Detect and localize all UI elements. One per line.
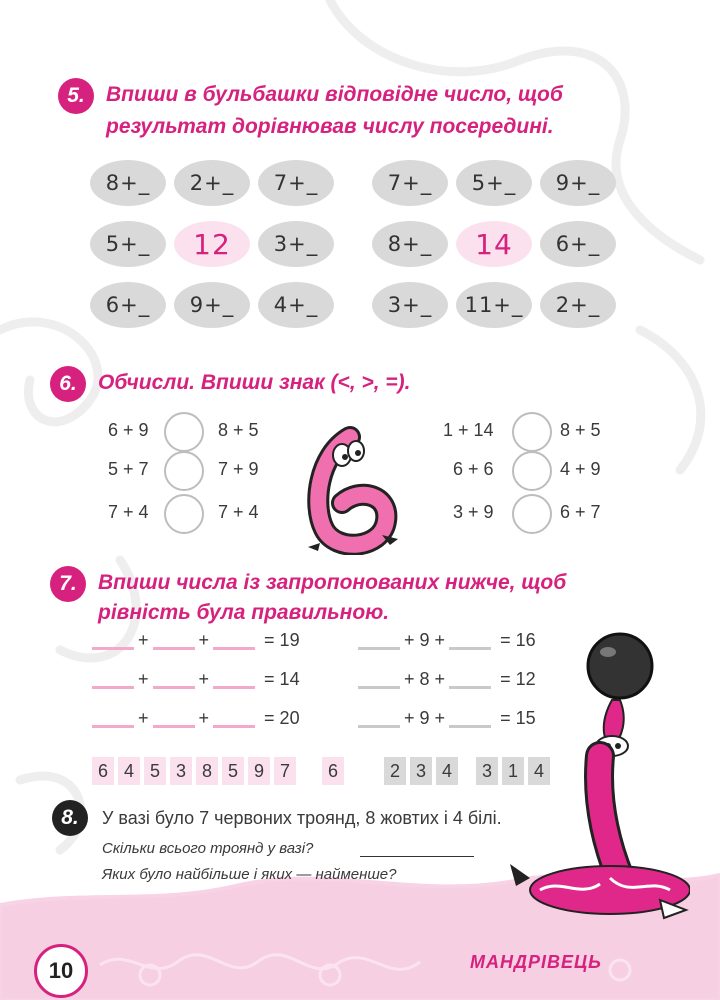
number-tile[interactable]: 4 <box>118 757 140 785</box>
task-8-question-1: Скільки всього троянд у вазі? <box>102 840 314 857</box>
task-6-title: Обчисли. Впиши знак (<, >, =). <box>98 371 411 394</box>
answer-blank[interactable] <box>449 686 491 689</box>
brand-logo-text: МАНДРІВЕЦЬ <box>470 952 602 972</box>
equation-row: + 8 + = 12 <box>354 669 536 697</box>
task-8-answer-line[interactable] <box>360 856 474 857</box>
expression-left: 1 + 14 <box>443 420 494 440</box>
expression-right: 4 + 9 <box>560 459 601 479</box>
bubble[interactable]: 3+_ <box>258 221 334 267</box>
expression-left: 5 + 7 <box>108 459 149 479</box>
number-tile[interactable]: 6 <box>322 757 344 785</box>
bubble[interactable]: 7+_ <box>372 160 448 206</box>
expression-right: 8 + 5 <box>218 420 259 440</box>
expression-right: 7 + 4 <box>218 502 259 522</box>
answer-blank[interactable] <box>213 686 255 689</box>
bubble[interactable]: 6+_ <box>90 282 166 328</box>
number-tile[interactable]: 3 <box>170 757 192 785</box>
bubble-center-target: 12 <box>174 221 250 267</box>
number-tile[interactable]: 5 <box>222 757 244 785</box>
task-5-title-line2: результат дорівнював числу посередині. <box>106 115 554 138</box>
answer-blank[interactable] <box>449 647 491 650</box>
answer-blank[interactable] <box>213 647 255 650</box>
bubble[interactable]: 11+_ <box>456 282 532 328</box>
compare-circle[interactable] <box>164 451 204 491</box>
expression-left: 6 + 9 <box>108 420 149 440</box>
answer-blank[interactable] <box>358 725 400 728</box>
answer-blank[interactable] <box>153 647 195 650</box>
number-tile[interactable]: 4 <box>436 757 458 785</box>
bubble[interactable]: 2+_ <box>174 160 250 206</box>
expression-left: 7 + 4 <box>108 502 149 522</box>
equation-result: = 19 <box>264 630 300 650</box>
equation-row: + + = 20 <box>88 708 300 736</box>
equation-row: + 9 + = 15 <box>354 708 536 736</box>
answer-blank[interactable] <box>92 725 134 728</box>
equation-row: + 9 + = 16 <box>354 630 536 658</box>
expression-right: 8 + 5 <box>560 420 601 440</box>
number-tile[interactable]: 4 <box>528 757 550 785</box>
bubble[interactable]: 7+_ <box>258 160 334 206</box>
task-8-number: 8. <box>52 800 88 836</box>
answer-blank[interactable] <box>213 725 255 728</box>
answer-blank[interactable] <box>358 686 400 689</box>
expression-left: 6 + 6 <box>453 459 494 479</box>
compare-circle[interactable] <box>164 494 204 534</box>
bubble[interactable]: 4+_ <box>258 282 334 328</box>
answer-blank[interactable] <box>92 647 134 650</box>
equation-result: = 15 <box>500 708 536 728</box>
equation-row: + + = 14 <box>88 669 300 697</box>
number-tile[interactable]: 8 <box>196 757 218 785</box>
bubble-center-target: 14 <box>456 221 532 267</box>
task-6-number: 6. <box>50 366 86 402</box>
bubble[interactable]: 8+_ <box>90 160 166 206</box>
task-7-number: 7. <box>50 566 86 602</box>
task-7-title-line2: рівність була правильною. <box>98 601 390 624</box>
compare-circle[interactable] <box>512 451 552 491</box>
task-7-title-line1: Впиши числа із запропонованих нижче, щоб <box>98 571 567 594</box>
bubble[interactable]: 3+_ <box>372 282 448 328</box>
answer-blank[interactable] <box>449 725 491 728</box>
number-tile[interactable]: 6 <box>92 757 114 785</box>
task-5-number: 5. <box>58 78 94 114</box>
bubble[interactable]: 5+_ <box>90 221 166 267</box>
bubble[interactable]: 9+_ <box>540 160 616 206</box>
compare-circle[interactable] <box>164 412 204 452</box>
task-8-text: У вазі було 7 червоних троянд, 8 жовтих і 4 білі. <box>102 808 502 828</box>
expression-left: 3 + 9 <box>453 502 494 522</box>
page-number: 10 <box>34 944 88 998</box>
equation-result: = 16 <box>500 630 536 650</box>
expression-right: 6 + 7 <box>560 502 601 522</box>
expression-right: 7 + 9 <box>218 459 259 479</box>
equation-result: = 12 <box>500 669 536 689</box>
number-tile[interactable]: 9 <box>248 757 270 785</box>
answer-blank[interactable] <box>358 647 400 650</box>
number-tile[interactable]: 2 <box>384 757 406 785</box>
number-tile[interactable]: 3 <box>476 757 498 785</box>
equation-result: = 20 <box>264 708 300 728</box>
bubble[interactable]: 9+_ <box>174 282 250 328</box>
compare-circle[interactable] <box>512 412 552 452</box>
number-tile[interactable]: 3 <box>410 757 432 785</box>
bubble[interactable]: 5+_ <box>456 160 532 206</box>
number-tile[interactable]: 1 <box>502 757 524 785</box>
bubble[interactable]: 6+_ <box>540 221 616 267</box>
six-mascot-illustration <box>298 425 408 555</box>
bubble[interactable]: 2+_ <box>540 282 616 328</box>
equation-result: = 14 <box>264 669 300 689</box>
task-5-title-line1: Впиши в бульбашки відповідне число, щоб <box>106 83 563 106</box>
answer-blank[interactable] <box>92 686 134 689</box>
answer-blank[interactable] <box>153 725 195 728</box>
task-8-question-2: Яких було найбільше і яких — найменше? <box>102 866 397 883</box>
answer-blank[interactable] <box>153 686 195 689</box>
number-tile[interactable]: 7 <box>274 757 296 785</box>
bubble[interactable]: 8+_ <box>372 221 448 267</box>
compare-circle[interactable] <box>512 494 552 534</box>
giraffe-with-ball-illustration <box>500 628 690 928</box>
number-tile[interactable]: 5 <box>144 757 166 785</box>
equation-row: + + = 19 <box>88 630 300 658</box>
